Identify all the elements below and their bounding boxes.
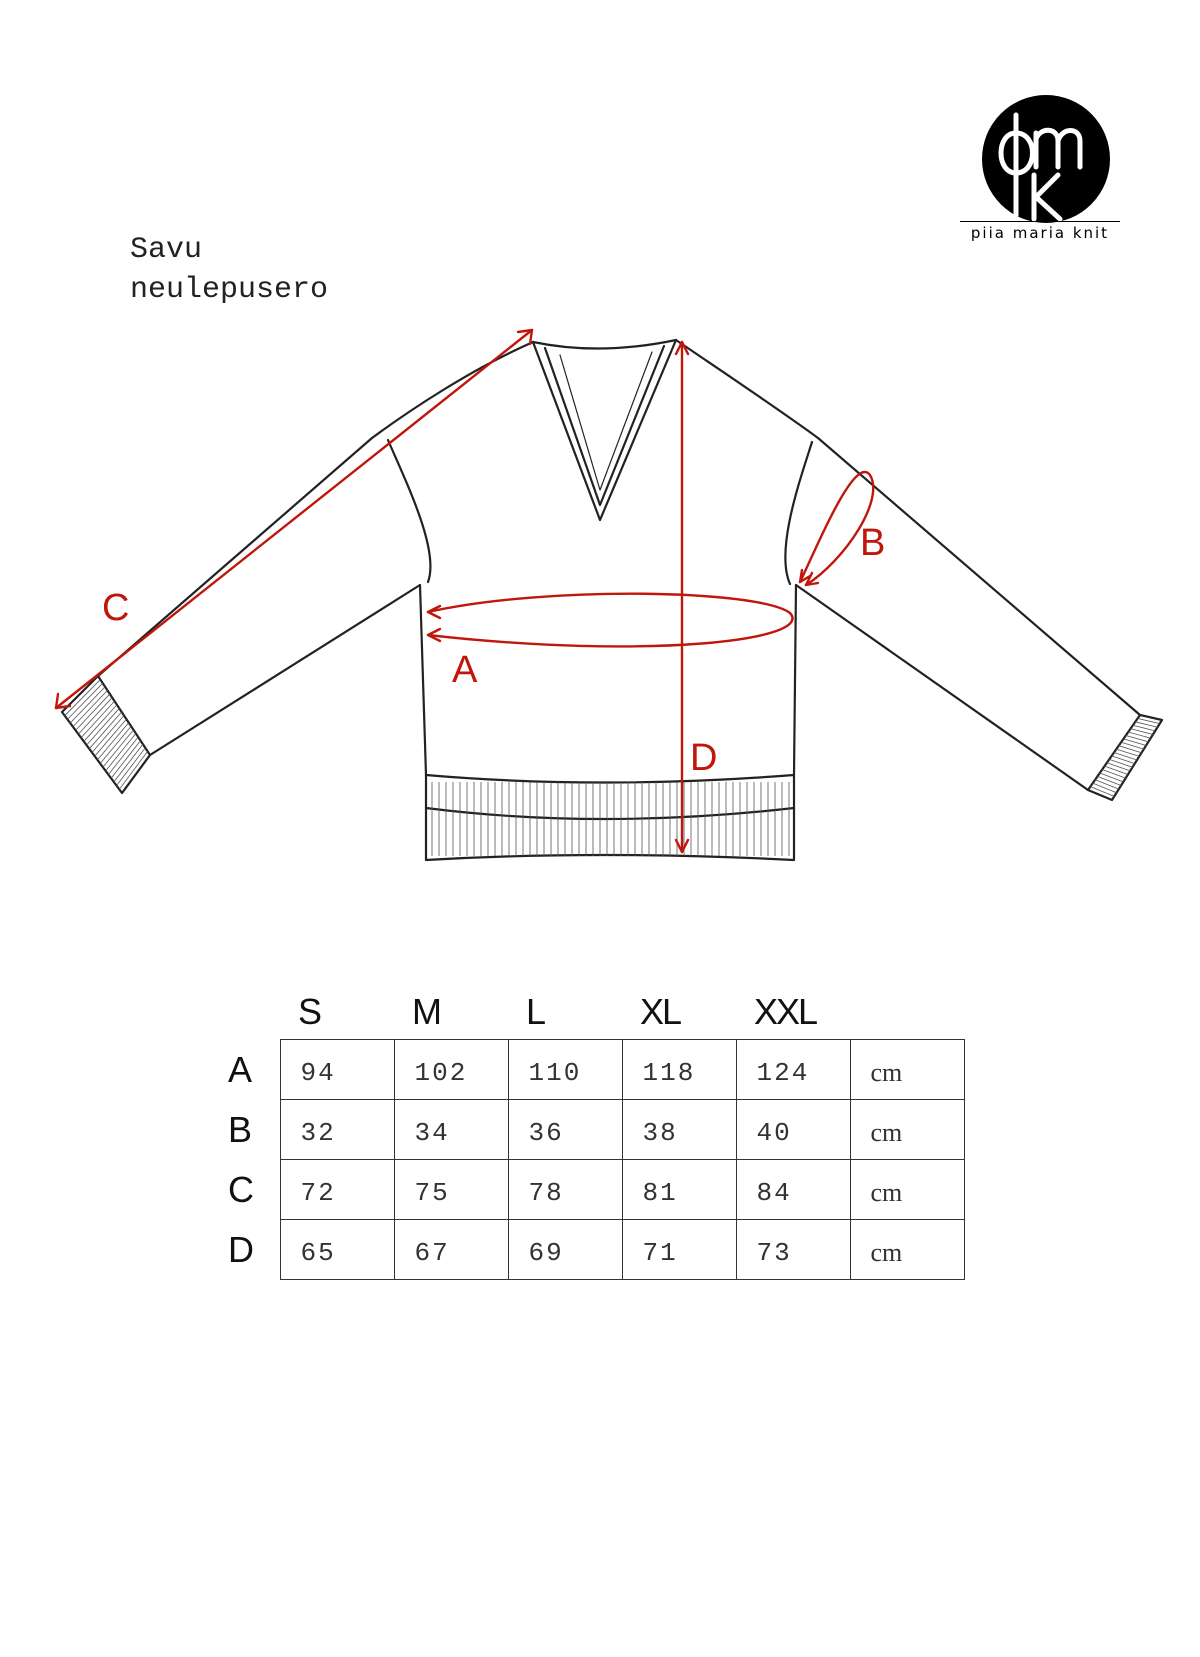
- unit-cell: cm: [850, 1160, 964, 1220]
- unit-cell: cm: [850, 1100, 964, 1160]
- table-row: [210, 1040, 964, 1100]
- table-cell: 65: [280, 1220, 394, 1280]
- unit-cell: cm: [850, 1040, 964, 1100]
- table-cell: 32: [280, 1100, 394, 1160]
- table-cell: 72: [280, 1160, 394, 1220]
- size-header: XXL: [754, 991, 817, 1032]
- sweater-outline: [62, 340, 1162, 860]
- row-label: A: [228, 1048, 253, 1090]
- title-line-2: neulepusero: [130, 273, 329, 307]
- size-header: M: [412, 991, 440, 1032]
- table-cell: 84: [736, 1160, 850, 1220]
- table-cell: 124: [736, 1040, 850, 1100]
- measure-label-d: D: [690, 737, 718, 779]
- table-cell: 81: [622, 1160, 736, 1220]
- corner-cell: [210, 975, 280, 1040]
- table-cell: 118: [622, 1040, 736, 1100]
- logo-text: piia maria knit: [960, 221, 1120, 242]
- brand-logo: [960, 95, 1120, 245]
- table-cell: 69: [508, 1220, 622, 1280]
- measure-label-a: A: [452, 649, 478, 691]
- row-label: C: [228, 1168, 254, 1210]
- table-cell: 78: [508, 1160, 622, 1220]
- table-cell: 71: [622, 1220, 736, 1280]
- table-cell: 67: [394, 1220, 508, 1280]
- table-cell: 34: [394, 1100, 508, 1160]
- row-label: D: [228, 1228, 254, 1270]
- size-header-row: [210, 975, 964, 1040]
- table-cell: 40: [736, 1100, 850, 1160]
- table-cell: 110: [508, 1040, 622, 1100]
- table-row: [210, 1100, 964, 1160]
- measure-label-b: B: [860, 522, 886, 564]
- table-row: [210, 1160, 964, 1220]
- table-row: [210, 1220, 964, 1280]
- measure-arrows: [56, 330, 873, 852]
- table-cell: 94: [280, 1040, 394, 1100]
- table-cell: 36: [508, 1100, 622, 1160]
- title-line-1: Savu: [130, 233, 203, 267]
- sweater-diagram: [0, 300, 1200, 880]
- product-title: [130, 230, 328, 310]
- size-table: [210, 975, 965, 1280]
- row-label: B: [228, 1108, 253, 1150]
- table-cell: 75: [394, 1160, 508, 1220]
- table-cell: 102: [394, 1040, 508, 1100]
- size-header: S: [298, 991, 321, 1032]
- logo-monogram-icon: [982, 95, 1110, 223]
- unit-header: [850, 975, 964, 1040]
- table-cell: 73: [736, 1220, 850, 1280]
- measure-label-c: C: [102, 587, 130, 629]
- size-header: L: [526, 991, 545, 1032]
- unit-cell: cm: [850, 1220, 964, 1280]
- table-cell: 38: [622, 1100, 736, 1160]
- size-header: XL: [640, 991, 681, 1032]
